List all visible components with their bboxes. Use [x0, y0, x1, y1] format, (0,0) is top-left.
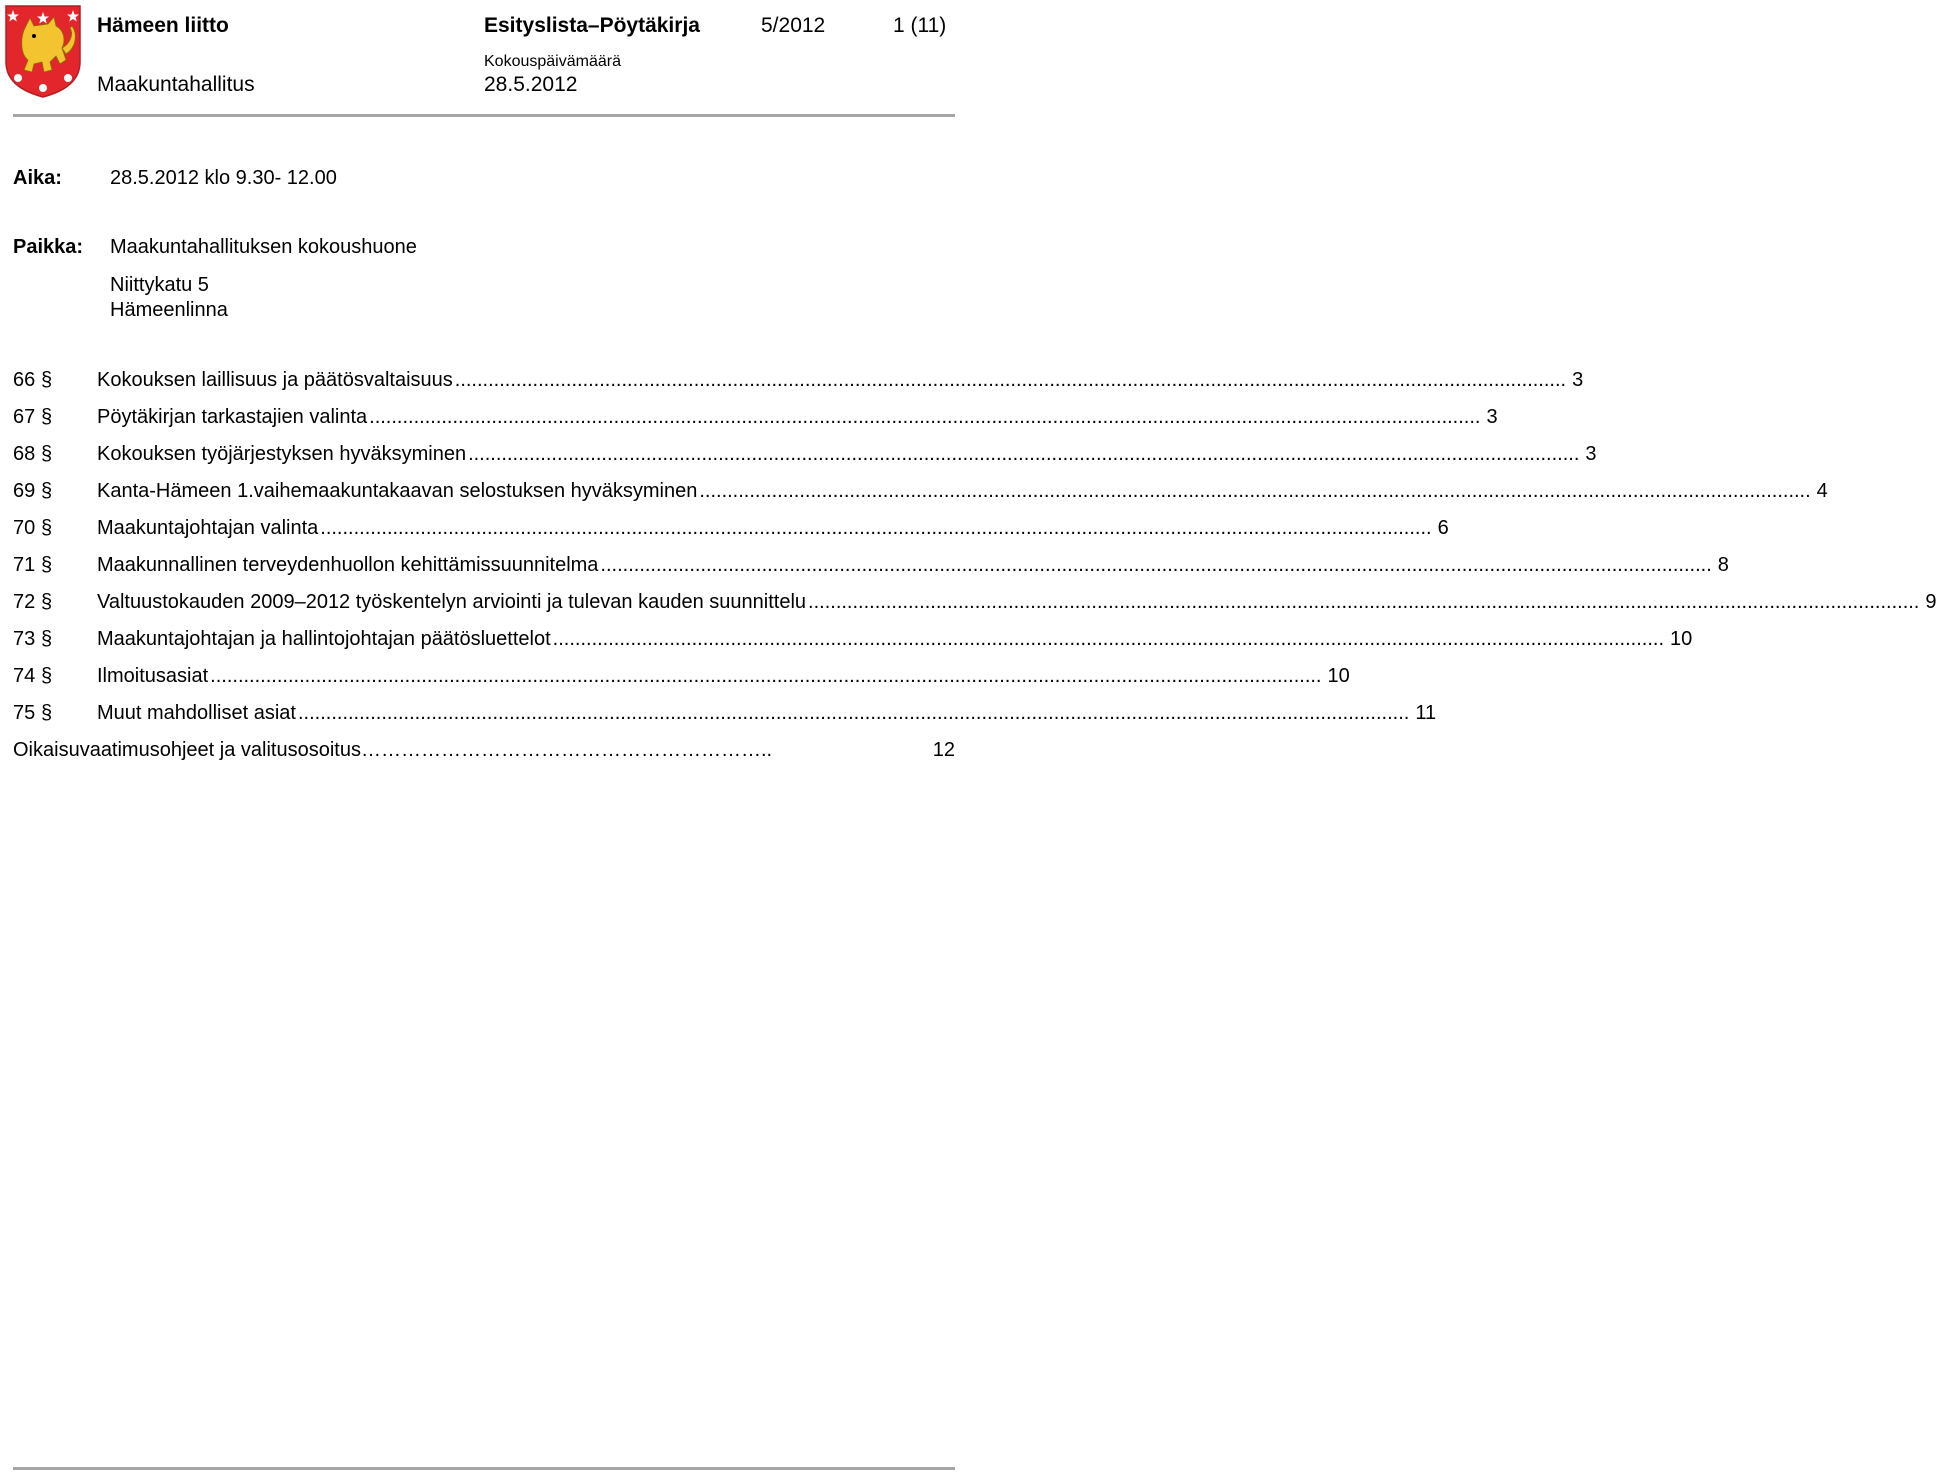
place-city: Hämeenlinna [110, 299, 228, 321]
place-label: Paikka: [13, 236, 84, 258]
dot-leader: ........................................................................................................................................................................................................ [808, 591, 1920, 613]
dot-leader: ........................................................................................................................................................................................................ [210, 665, 1322, 687]
toc-item-appeal[interactable] [13, 734, 955, 771]
place-street: Niittykatu 5 [110, 274, 209, 296]
toc-item-page: 8 [1717, 554, 1729, 576]
toc-item-page: 12 [932, 739, 955, 761]
toc-item-page: 6 [1437, 517, 1449, 539]
toc-item-page: 3 [1585, 443, 1597, 465]
toc-item-title: Maakuntajohtajan ja hallintojohtajan päätösluettelot [97, 628, 551, 650]
toc-item[interactable] [13, 401, 1498, 438]
toc-item-title: Kokouksen työjärjestyksen hyväksyminen [97, 443, 467, 465]
dot-leader: ........................................................................................................................................................................................................ [552, 628, 1664, 650]
time-label: Aika: [13, 167, 62, 189]
toc-item[interactable] [13, 364, 1584, 401]
toc-item-number: 66 [13, 369, 36, 391]
dot-leader: ........................................................................................................................................................................................................ [297, 702, 1410, 724]
dot-leader: …………………………………………………….. [360, 739, 773, 761]
meeting-date: 28.5.2012 [484, 73, 578, 96]
section-sign: § [41, 517, 53, 539]
toc-item-number: 67 [13, 406, 36, 428]
dot-leader: ........................................................................................................................................................................................................ [600, 554, 1712, 576]
toc-item-page: 10 [1327, 665, 1350, 687]
toc-item-number: 75 [13, 702, 36, 724]
toc-item-number: 70 [13, 517, 36, 539]
dot-leader: ........................................................................................................................................................................................................ [699, 480, 1811, 502]
toc-item-title: Oikaisuvaatimusohjeet ja valitusosoitus [13, 739, 361, 761]
toc-item[interactable] [13, 697, 1437, 734]
toc-item-page: 3 [1572, 369, 1584, 391]
toc-item-page: 11 [1415, 702, 1437, 724]
toc-item-page: 3 [1486, 406, 1498, 428]
toc-item[interactable] [13, 660, 1350, 697]
toc-item-number: 72 [13, 591, 36, 613]
page-number: 1 (11) [893, 14, 947, 37]
section-sign: § [41, 406, 53, 428]
section-sign: § [41, 665, 53, 687]
toc-item-title: Maakunnallinen terveydenhuollon kehittämissuunnitelma [97, 554, 599, 576]
document-number: 5/2012 [761, 14, 826, 37]
dot-leader: ........................................................................................................................................................................................................ [468, 443, 1580, 465]
table-of-contents [13, 364, 1936, 771]
toc-item-number: 68 [13, 443, 36, 465]
time-value: 28.5.2012 klo 9.30- 12.00 [110, 167, 337, 189]
document-type: Esityslista–Pöytäkirja [484, 14, 700, 37]
section-sign: § [41, 591, 53, 613]
toc-item-title: Valtuustokauden 2009–2012 työskentelyn arviointi ja tulevan kauden suunnittelu [97, 591, 807, 613]
section-sign: § [41, 702, 53, 724]
toc-item-title: Kokouksen laillisuus ja päätösvaltaisuus [97, 369, 453, 391]
toc-item-number: 69 [13, 480, 36, 502]
toc-item-title: Pöytäkirjan tarkastajien valinta [97, 406, 368, 428]
toc-item-title: Muut mahdolliset asiat [97, 702, 296, 724]
section-sign: § [41, 480, 53, 502]
toc-item[interactable] [13, 623, 1693, 660]
meeting-date-label: Kokouspäivämäärä [484, 53, 621, 70]
toc-item-title: Kanta-Hämeen 1.vaihemaakuntakaavan selostuksen hyväksyminen [97, 480, 698, 502]
section-sign: § [41, 628, 53, 650]
toc-item-title: Ilmoitusasiat [97, 665, 209, 687]
toc-item-page: 10 [1670, 628, 1693, 650]
section-sign: § [41, 443, 53, 465]
toc-item[interactable] [13, 512, 1449, 549]
toc-item-number: 74 [13, 665, 36, 687]
toc-item-number: 71 [13, 554, 36, 576]
place-room: Maakuntahallituksen kokoushuone [110, 236, 417, 258]
section-sign: § [41, 554, 53, 576]
toc-item[interactable] [13, 586, 1936, 623]
toc-item-page: 4 [1816, 480, 1828, 502]
header-divider [13, 114, 955, 117]
section-sign: § [41, 369, 53, 391]
toc-item[interactable] [13, 438, 1597, 475]
dot-leader: ........................................................................................................................................................................................................ [369, 406, 1481, 428]
toc-item[interactable] [13, 475, 1828, 512]
toc-item[interactable] [13, 549, 1729, 586]
toc-item-page: 9 [1925, 591, 1936, 613]
dot-leader: ........................................................................................................................................................................................................ [454, 369, 1567, 391]
footer-divider [13, 1467, 955, 1470]
dot-leader: ........................................................................................................................................................................................................ [320, 517, 1432, 539]
toc-item-number: 73 [13, 628, 36, 650]
toc-item-title: Maakuntajohtajan valinta [97, 517, 319, 539]
organization-unit: Maakuntahallitus [97, 73, 255, 96]
organization-name: Hämeen liitto [97, 14, 229, 37]
coat-of-arms-icon [4, 4, 82, 98]
